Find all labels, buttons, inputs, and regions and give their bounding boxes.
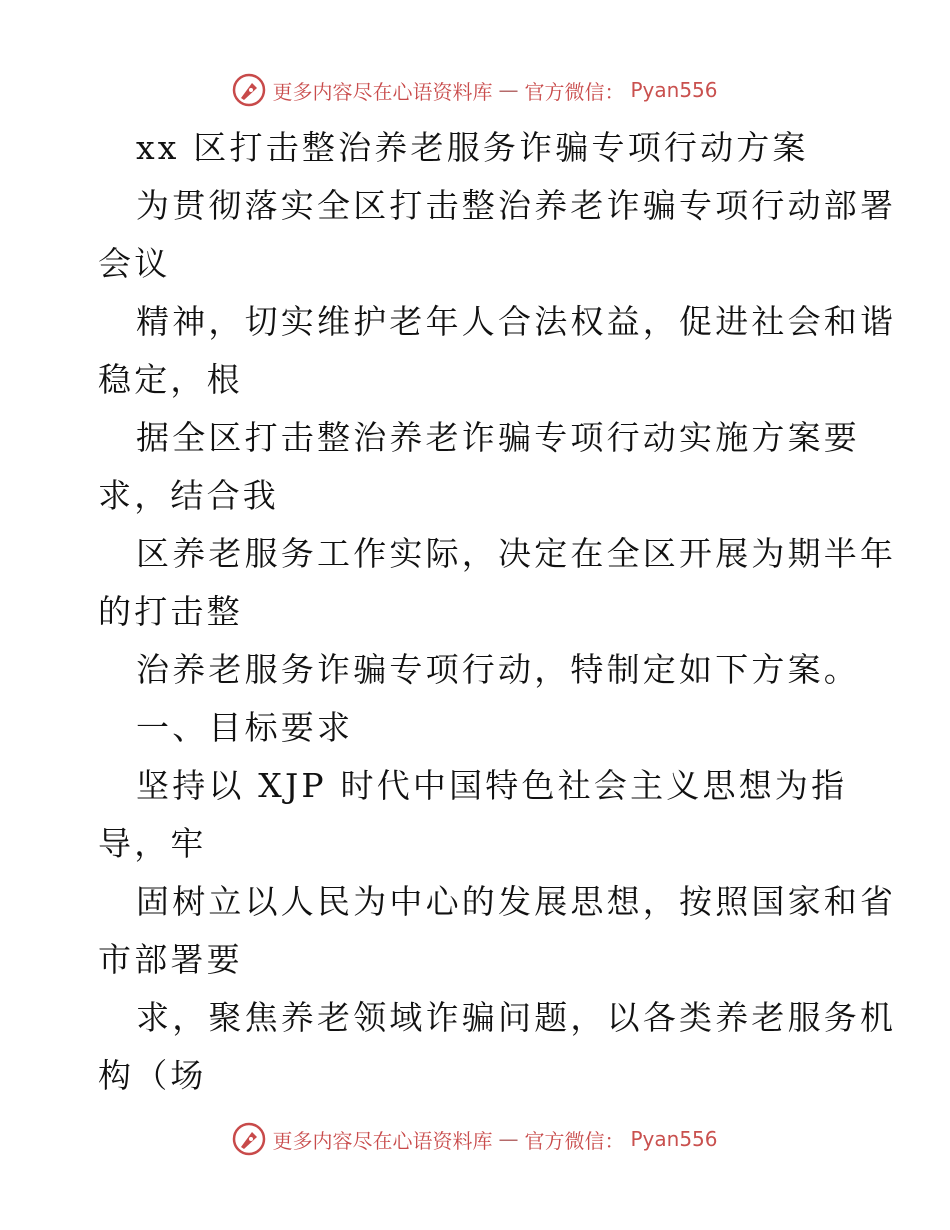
document-title: xx 区打击整治养老服务诈骗专项行动方案 bbox=[136, 128, 809, 167]
text-line: 坚持以 XJP 时代中国特色社会主义思想为指 bbox=[136, 766, 848, 805]
text-line: 精神，切实维护老年人合法权益，促进社会和谐 bbox=[136, 302, 897, 341]
text-line: 导，牢 bbox=[98, 824, 207, 863]
header-watermark bbox=[0, 70, 950, 110]
text-line: 稳定，根 bbox=[98, 360, 243, 399]
watermark-separator: — bbox=[498, 78, 519, 102]
watermark-wechat-id: Pyan556 bbox=[630, 1127, 718, 1151]
pen-nib-logo-icon bbox=[232, 73, 266, 107]
watermark-wechat-label: 官方微信： bbox=[524, 1128, 625, 1153]
text-line: 治养老服务诈骗专项行动，特制定如下方案。 bbox=[136, 650, 860, 689]
text-line: 据全区打击整治养老诈骗专项行动实施方案要 bbox=[136, 418, 860, 457]
pen-nib-logo-icon bbox=[232, 1122, 266, 1156]
text-line: 市部署要 bbox=[98, 940, 243, 979]
text-line: 固树立以人民为中心的发展思想，按照国家和省 bbox=[136, 882, 897, 921]
text-line: 求，聚焦养老领域诈骗问题，以各类养老服务机 bbox=[136, 998, 897, 1037]
text-line: 构（场 bbox=[98, 1056, 207, 1095]
watermark-separator: — bbox=[498, 1127, 519, 1151]
section-heading: 一、目标要求 bbox=[136, 708, 354, 747]
watermark-main-text: 更多内容尽在心语资料库 bbox=[272, 79, 493, 104]
watermark-main-text: 更多内容尽在心语资料库 bbox=[272, 1128, 493, 1153]
text-line: 为贯彻落实全区打击整治养老诈骗专项行动部署 bbox=[136, 186, 897, 225]
text-line: 求，结合我 bbox=[98, 476, 279, 515]
watermark-wechat-label: 官方微信： bbox=[524, 79, 625, 104]
text-line: 会议 bbox=[98, 244, 171, 283]
text-line: 的打击整 bbox=[98, 592, 243, 631]
text-line: 区养老服务工作实际，决定在全区开展为期半年 bbox=[136, 534, 897, 573]
watermark-wechat-id: Pyan556 bbox=[630, 78, 718, 102]
footer-watermark bbox=[0, 1119, 950, 1159]
